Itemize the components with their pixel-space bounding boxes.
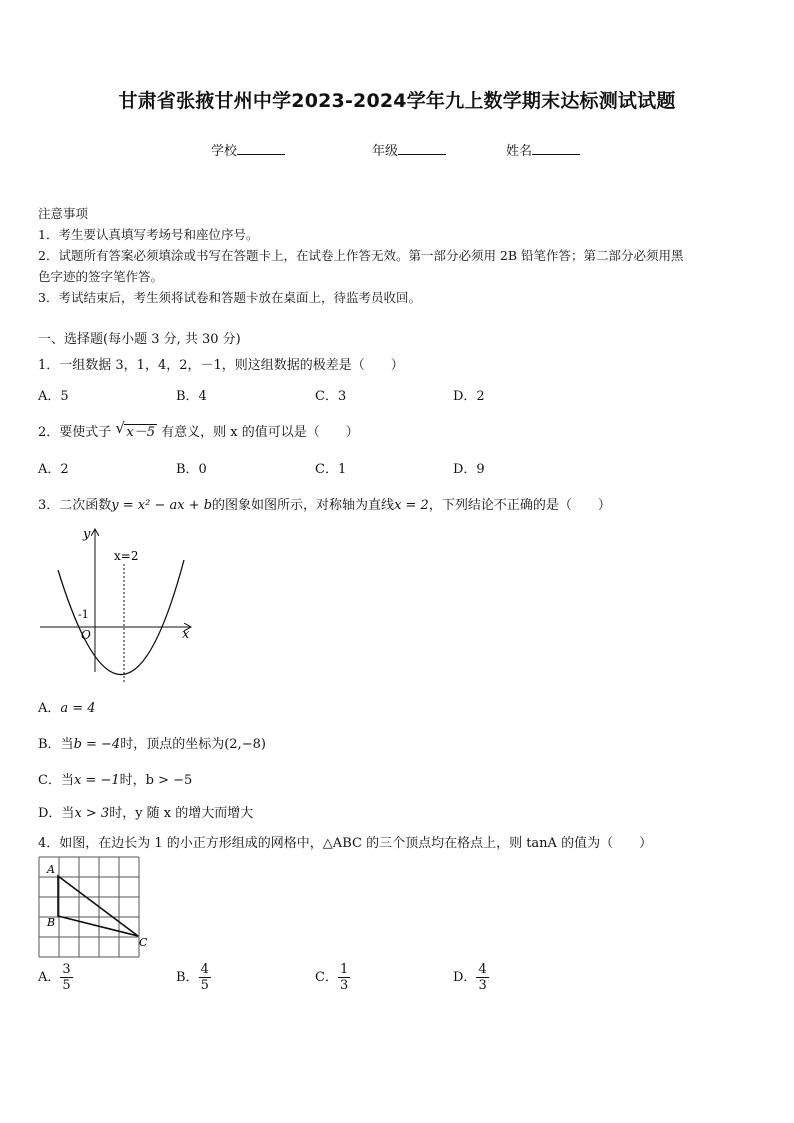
q3-option-c	[38, 769, 192, 788]
notes-heading: 注意事项	[38, 206, 89, 221]
q3-option-b-math: b = −4	[73, 737, 121, 752]
sqrt-sign-icon: √	[115, 419, 125, 437]
q1-option-d: D．2	[453, 389, 485, 404]
fraction-numerator: 3	[62, 962, 71, 977]
parabola-curve	[58, 560, 184, 675]
graph-origin-label: O	[81, 628, 91, 642]
q3-axis-eq: x = 2	[394, 498, 429, 513]
q4-option-b-prefix: B．	[176, 970, 199, 985]
question-1-text: 1．一组数据 3，1，4，2，－1，则这组数据的极差是（ ）	[38, 358, 404, 373]
q2-radicand: x－5	[126, 425, 156, 440]
school-blank	[237, 142, 285, 155]
q3-option-b-prefix: B．当	[38, 737, 74, 752]
q2-text-after: 有意义，则 x 的值可以是（ ）	[161, 425, 359, 440]
notes-block	[38, 203, 760, 308]
q4-grid-figure	[38, 856, 160, 958]
vertex-b-label: B	[47, 916, 56, 929]
q4-option-a-prefix: A．	[38, 970, 61, 985]
name-label: 姓名	[506, 144, 533, 159]
question-3-text	[38, 494, 611, 513]
q4-option-c-prefix: C．	[315, 970, 338, 985]
graph-y-label: y	[83, 527, 91, 542]
q3-option-b-suffix: 时，顶点的坐标为(2,−8)	[120, 737, 266, 752]
q2-option-d: D．9	[453, 462, 485, 477]
q3-option-d-math: x > 3	[74, 806, 110, 821]
section-heading: 一、选择题(每小题 3 分, 共 30 分)	[38, 332, 241, 347]
q3-option-a-math: a = 4	[60, 701, 96, 716]
graph-axis-label: x=2	[114, 549, 139, 563]
fraction-denominator: 5	[200, 978, 209, 993]
grade-field	[372, 140, 446, 159]
fraction-denominator: 3	[339, 978, 349, 993]
fraction-numerator: 4	[200, 962, 209, 977]
q3-option-c-math: x = −1	[73, 773, 120, 788]
school-label: 学校	[211, 144, 238, 159]
name-field	[506, 140, 580, 159]
q3-option-a-prefix: A．	[38, 701, 61, 716]
q3-option-d-prefix: D．当	[38, 806, 75, 821]
fraction-denominator: 3	[478, 978, 487, 993]
graph-x-label: x	[182, 627, 190, 642]
notes-line: 1．考生要认真填写考场号和座位序号。	[38, 227, 259, 242]
notes-line: 3．考试结束后，考生须将试卷和答题卡放在桌面上，待监考员收回。	[38, 290, 421, 305]
q3-option-d-suffix: 时，y 随 x 的增大而增大	[109, 806, 254, 821]
q4-option-d-prefix: D．	[453, 970, 477, 985]
q3-option-c-suffix: 时，b > −5	[119, 773, 193, 788]
q4-option-a	[38, 962, 73, 993]
q1-option-b: B．4	[176, 389, 207, 404]
q3-text-after: ，下列结论不正确的是（ ）	[428, 498, 611, 513]
q2-sqrt	[115, 421, 157, 440]
vertex-a-label: A	[47, 863, 55, 876]
notes-line: 2．试题所有答案必须填涂或书写在答题卡上，在试卷上作答无效。第一部分必须用 2B 铅笔作答；第二部分必须用黑	[38, 248, 684, 263]
q1-option-a: A．5	[38, 389, 69, 404]
page-title: 甘肃省张掖甘州中学2023-2024学年九上数学期末达标测试试题	[118, 90, 676, 112]
q4-option-a-fraction	[60, 962, 72, 993]
q2-option-b: B．0	[176, 462, 207, 477]
triangle-abc	[58, 876, 138, 936]
q3-option-a	[38, 697, 96, 716]
q3-formula: y = x² − ax + b	[111, 498, 213, 513]
fraction-numerator: 1	[339, 962, 349, 977]
q2-option-c: C．1	[315, 462, 347, 477]
q4-option-c-fraction	[338, 962, 350, 993]
school-field	[211, 140, 285, 159]
graph-root-label: -1	[78, 608, 89, 621]
q4-option-b-fraction	[199, 962, 211, 993]
q2-text-before: 2．要使式子	[38, 425, 112, 440]
vertex-c-label: C	[139, 936, 148, 949]
q3-option-c-prefix: C．当	[38, 773, 74, 788]
q4-option-d-fraction	[476, 962, 488, 993]
question-2-text	[38, 421, 359, 440]
q4-option-b	[176, 962, 211, 993]
q2-option-a: A．2	[38, 462, 69, 477]
q4-option-c	[315, 962, 350, 993]
fraction-denominator: 5	[62, 978, 71, 993]
q3-text-before: 3．二次函数	[38, 498, 112, 513]
fraction-numerator: 4	[478, 962, 487, 977]
grade-blank	[398, 142, 446, 155]
q3-option-b	[38, 733, 266, 752]
name-blank	[532, 142, 580, 155]
q4-option-d	[453, 962, 489, 993]
question-4-text: 4．如图，在边长为 1 的小正方形组成的网格中，△ABC 的三个顶点均在格点上，则 tanA 的值为（ ）	[38, 836, 653, 851]
q3-option-d	[38, 802, 253, 821]
grade-label: 年级	[372, 144, 399, 159]
q3-text-middle: 的图象如图所示，对称轴为直线	[212, 498, 395, 513]
q3-parabola-graph	[38, 522, 198, 690]
notes-line: 色字迹的签字笔作答。	[38, 269, 164, 284]
q1-option-c: C．3	[315, 389, 347, 404]
